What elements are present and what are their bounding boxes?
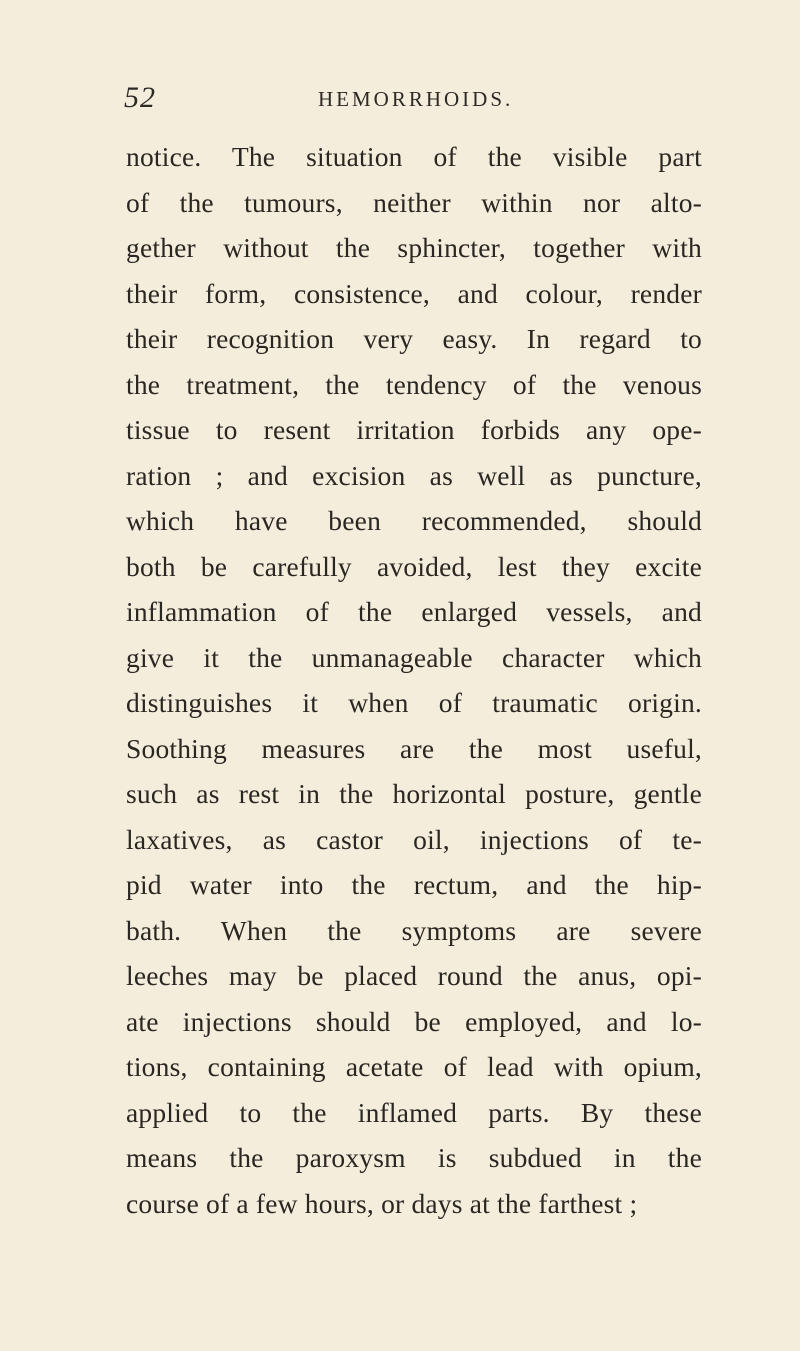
text-line: tissue to resent irritation forbids any ope- (126, 414, 702, 445)
text-line: course of a few hours, or days at the farthest ; (126, 1187, 638, 1219)
text-line: both be carefully avoided, lest they excite (126, 550, 702, 582)
text-line: the treatment, the tendency of the venous (126, 368, 702, 400)
text-line: pid water into the rectum, and the hip- (126, 869, 702, 900)
page-header (0, 78, 800, 118)
text-line: leeches may be placed round the anus, opi- (126, 960, 702, 991)
text-line: inflammation of the enlarged vessels, and (126, 596, 702, 627)
text-line: give it the unmanageable character which (126, 641, 702, 673)
body-text (126, 134, 702, 1226)
text-line: Soothing measures are the most useful, (126, 732, 702, 764)
text-line: such as rest in the horizontal posture, gentle (126, 778, 702, 809)
text-line: ration ; and excision as well as puncture, (126, 459, 702, 491)
text-line: means the paroxysm is subdued in the (126, 1142, 702, 1173)
text-line: bath. When the symptoms are severe (126, 914, 702, 946)
text-line: of the tumours, neither within nor alto- (126, 186, 702, 218)
page-number: 52 (124, 81, 156, 114)
text-line: which have been recommended, should (126, 505, 702, 536)
text-line: ate injections should be employed, and lo- (126, 1005, 702, 1037)
text-line: tions, containing acetate of lead with opium, (126, 1051, 702, 1082)
text-line: distinguishes it when of traumatic origin. (126, 687, 702, 718)
text-line: applied to the inflamed parts. By these (126, 1096, 702, 1128)
running-title: HEMORRHOIDS. (318, 87, 514, 111)
text-line: laxatives, as castor oil, injections of te- (126, 823, 702, 855)
text-line: their form, consistence, and colour, render (126, 277, 702, 309)
text-line: their recognition very easy. In regard to (126, 323, 702, 354)
text-line: gether without the sphincter, together with (126, 232, 702, 263)
text-line: notice. The situation of the visible part (126, 141, 702, 172)
